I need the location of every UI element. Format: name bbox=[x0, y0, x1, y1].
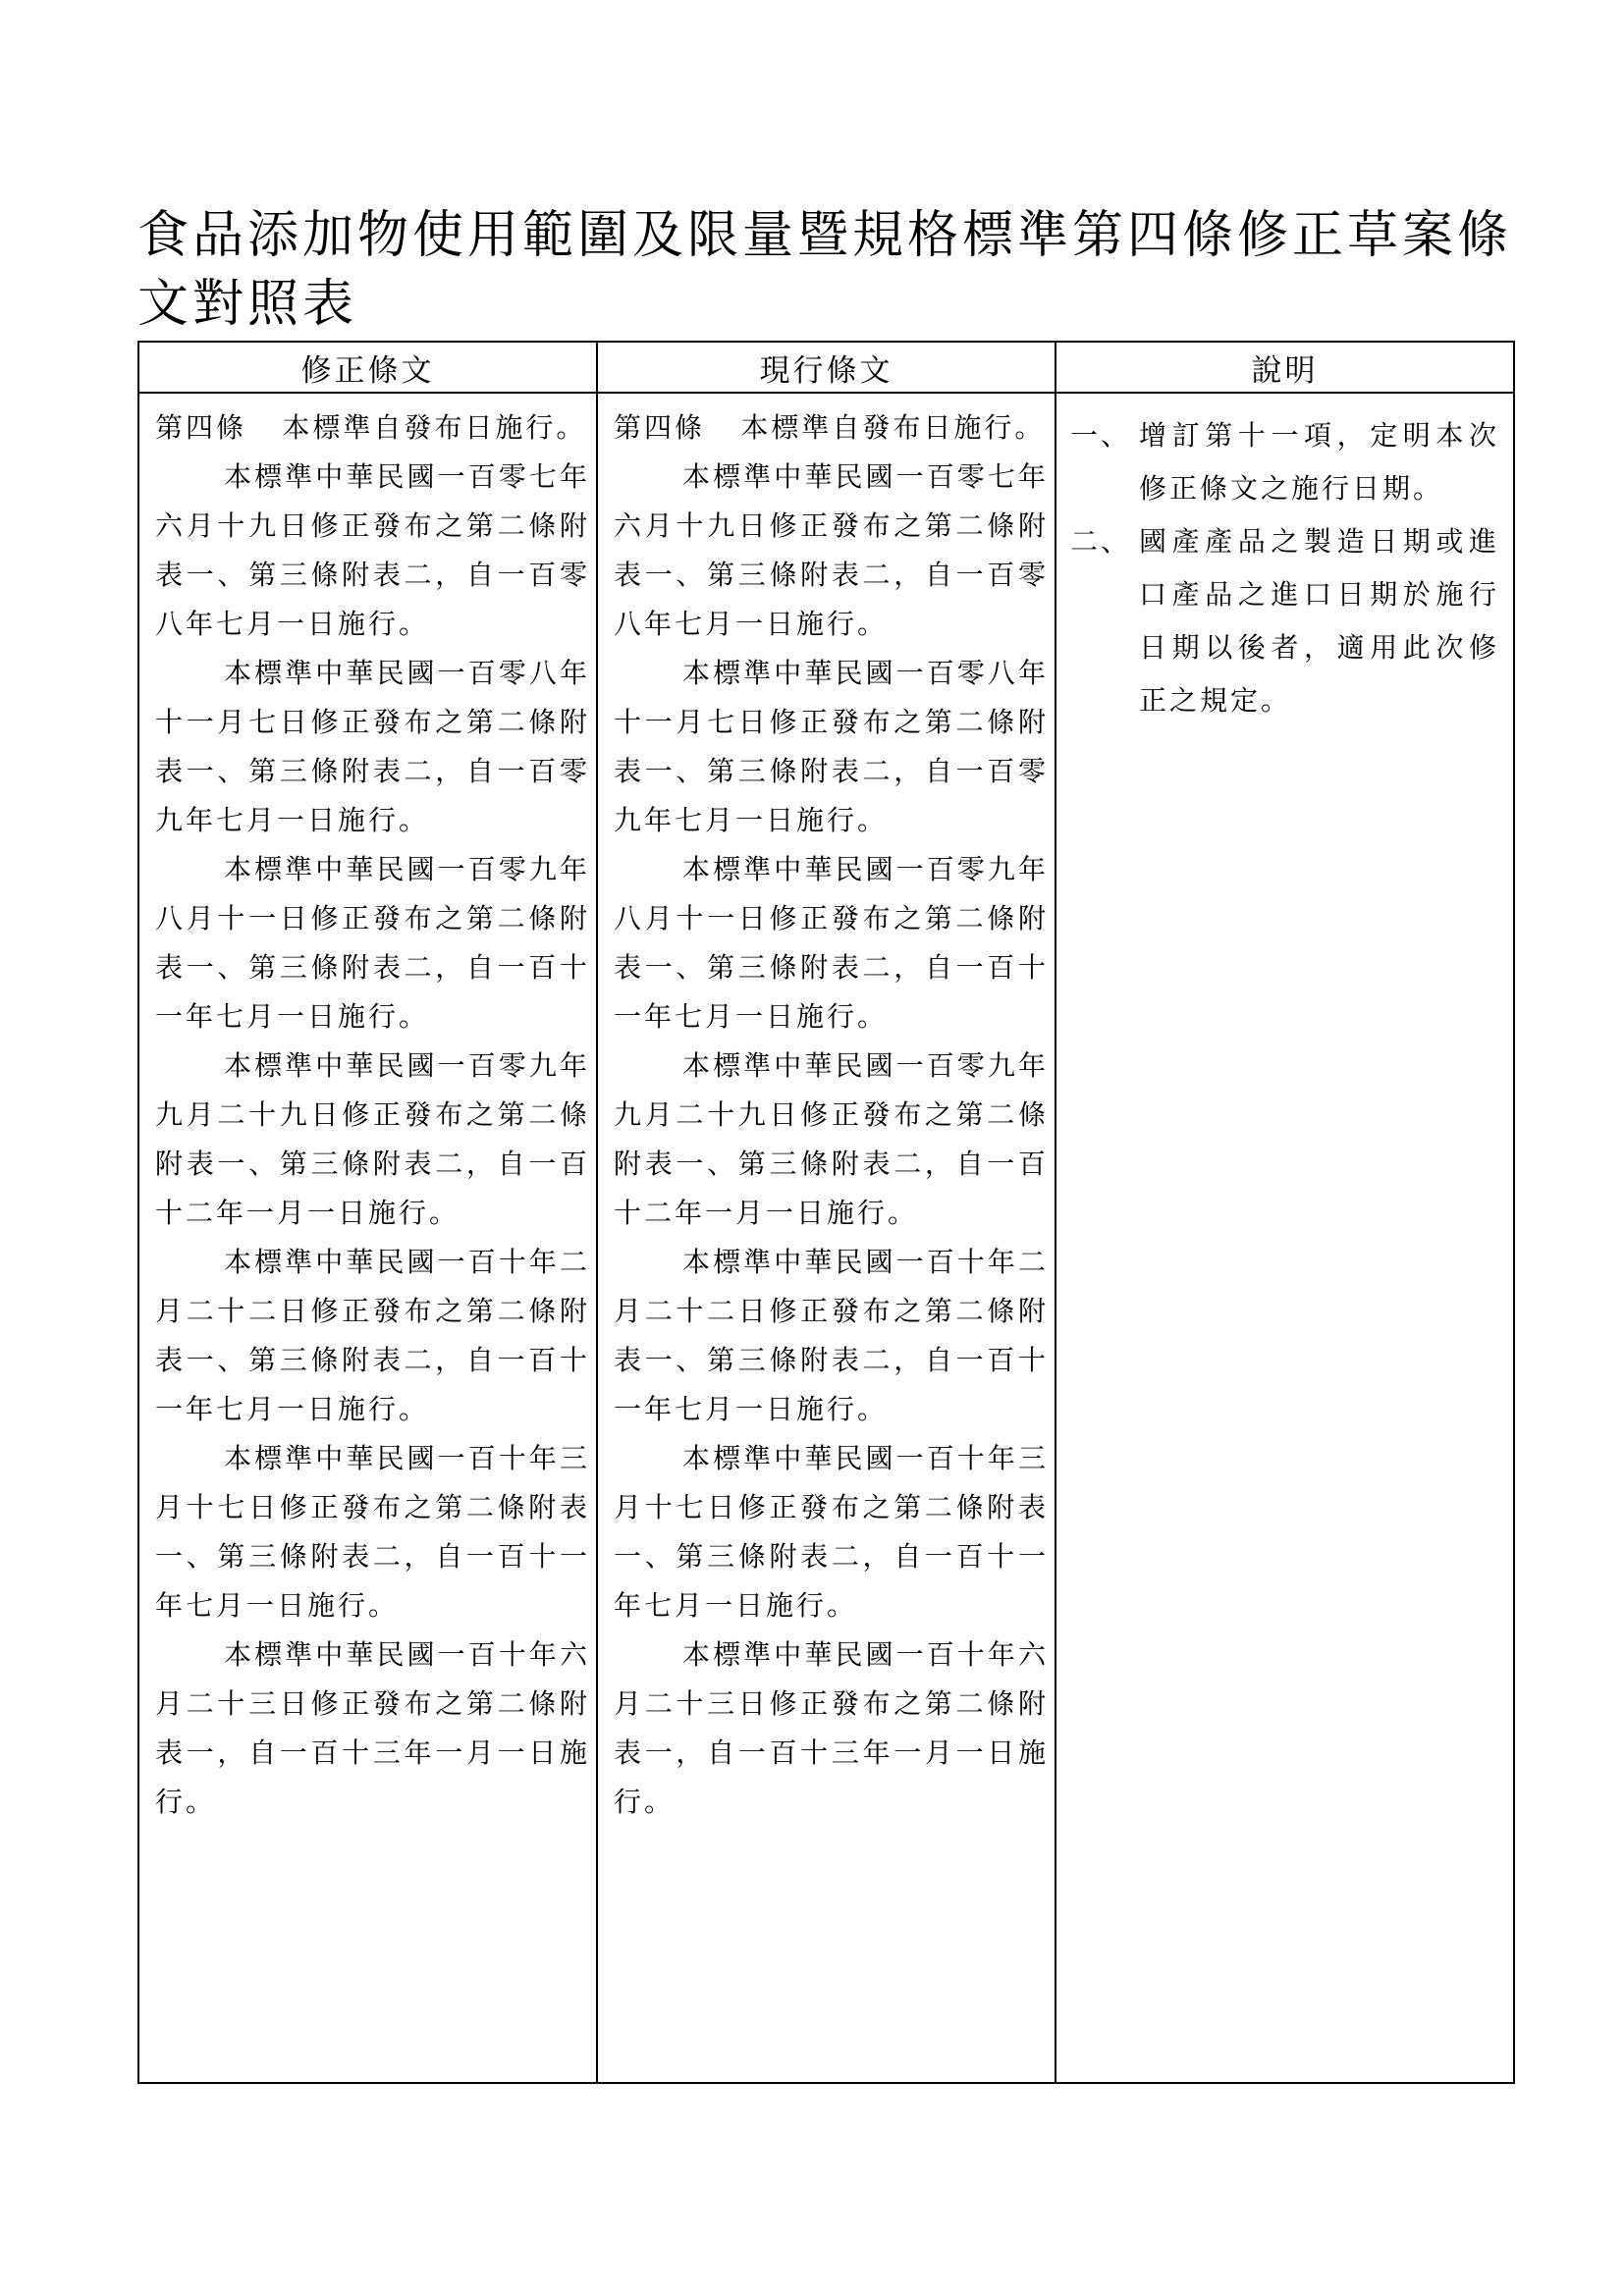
explanation-number: 二、 bbox=[1070, 525, 1132, 558]
paragraph: 本標準中華民國一百零七年六月十九日修正發布之第二條附表一、第三條附表二，自一百零八年七月一日施行。 bbox=[614, 460, 1049, 640]
explanation-cell bbox=[1056, 393, 1514, 2083]
comparison-table bbox=[137, 341, 1515, 2084]
paragraph: 本標準中華民國一百零九年九月二十九日修正發布之第二條附表一、第三條附表二，自一百十二年一月一日施行。 bbox=[614, 1049, 1049, 1229]
paragraph: 本標準中華民國一百十年三月十七日修正發布之第二條附表一、第三條附表二，自一百十一年七月一日施行。 bbox=[155, 1442, 590, 1622]
paragraph: 本標準中華民國一百十年二月二十二日修正發布之第二條附表一、第三條附表二，自一百十一年七月一日施行。 bbox=[155, 1246, 590, 1425]
article-number: 第四條 bbox=[155, 411, 247, 444]
paragraph: 本標準中華民國一百零九年九月二十九日修正發布之第二條附表一、第三條附表二，自一百十二年一月一日施行。 bbox=[155, 1049, 590, 1229]
header-revised: 修正條文 bbox=[138, 342, 597, 393]
paragraph bbox=[155, 403, 590, 453]
paragraph: 本標準中華民國一百十年六月二十三日修正發布之第二條附表一，自一百十三年一月一日施行。 bbox=[614, 1638, 1049, 1818]
explanation-text: 增訂第十一項，定明本次修正條文之施行日期。 bbox=[1139, 419, 1499, 505]
paragraph: 本標準中華民國一百零八年十一月七日修正發布之第二條附表一、第三條附表二，自一百零九年七月一日施行。 bbox=[614, 657, 1049, 836]
paragraph-text: 本標準自發布日施行。 bbox=[282, 411, 587, 444]
explanation-number: 一、 bbox=[1070, 419, 1132, 452]
header-current: 現行條文 bbox=[597, 342, 1056, 393]
page-title: 食品添加物使用範圍及限量暨規格標準第四條修正草案條文對照表 bbox=[137, 206, 1513, 334]
header-explanation: 說明 bbox=[1056, 342, 1514, 393]
current-article-cell bbox=[597, 393, 1056, 2083]
paragraph: 本標準中華民國一百零九年八月十一日修正發布之第二條附表一、第三條附表二，自一百十一年七月一日施行。 bbox=[155, 853, 590, 1033]
paragraph: 本標準中華民國一百十年六月二十三日修正發布之第二條附表一，自一百十三年一月一日施行。 bbox=[155, 1638, 590, 1818]
paragraph: 本標準中華民國一百十年二月二十二日修正發布之第二條附表一、第三條附表二，自一百十一年七月一日施行。 bbox=[614, 1246, 1049, 1425]
paragraph bbox=[614, 403, 1049, 453]
table-header-row bbox=[138, 342, 1514, 393]
table-body-row bbox=[138, 393, 1514, 2083]
explanation-item bbox=[1070, 515, 1499, 727]
paragraph-text: 本標準自發布日施行。 bbox=[740, 411, 1046, 444]
paragraph: 本標準中華民國一百零九年八月十一日修正發布之第二條附表一、第三條附表二，自一百十一年七月一日施行。 bbox=[614, 853, 1049, 1033]
explanation-text: 國產產品之製造日期或進口產品之進口日期於施行日期以後者，適用此次修正之規定。 bbox=[1139, 525, 1499, 717]
paragraph: 本標準中華民國一百零七年六月十九日修正發布之第二條附表一、第三條附表二，自一百零八年七月一日施行。 bbox=[155, 460, 590, 640]
explanation-item bbox=[1070, 409, 1499, 515]
article-number: 第四條 bbox=[614, 411, 706, 444]
paragraph: 本標準中華民國一百零八年十一月七日修正發布之第二條附表一、第三條附表二，自一百零九年七月一日施行。 bbox=[155, 657, 590, 836]
paragraph: 本標準中華民國一百十年三月十七日修正發布之第二條附表一、第三條附表二，自一百十一年七月一日施行。 bbox=[614, 1442, 1049, 1622]
revised-article-cell bbox=[138, 393, 597, 2083]
